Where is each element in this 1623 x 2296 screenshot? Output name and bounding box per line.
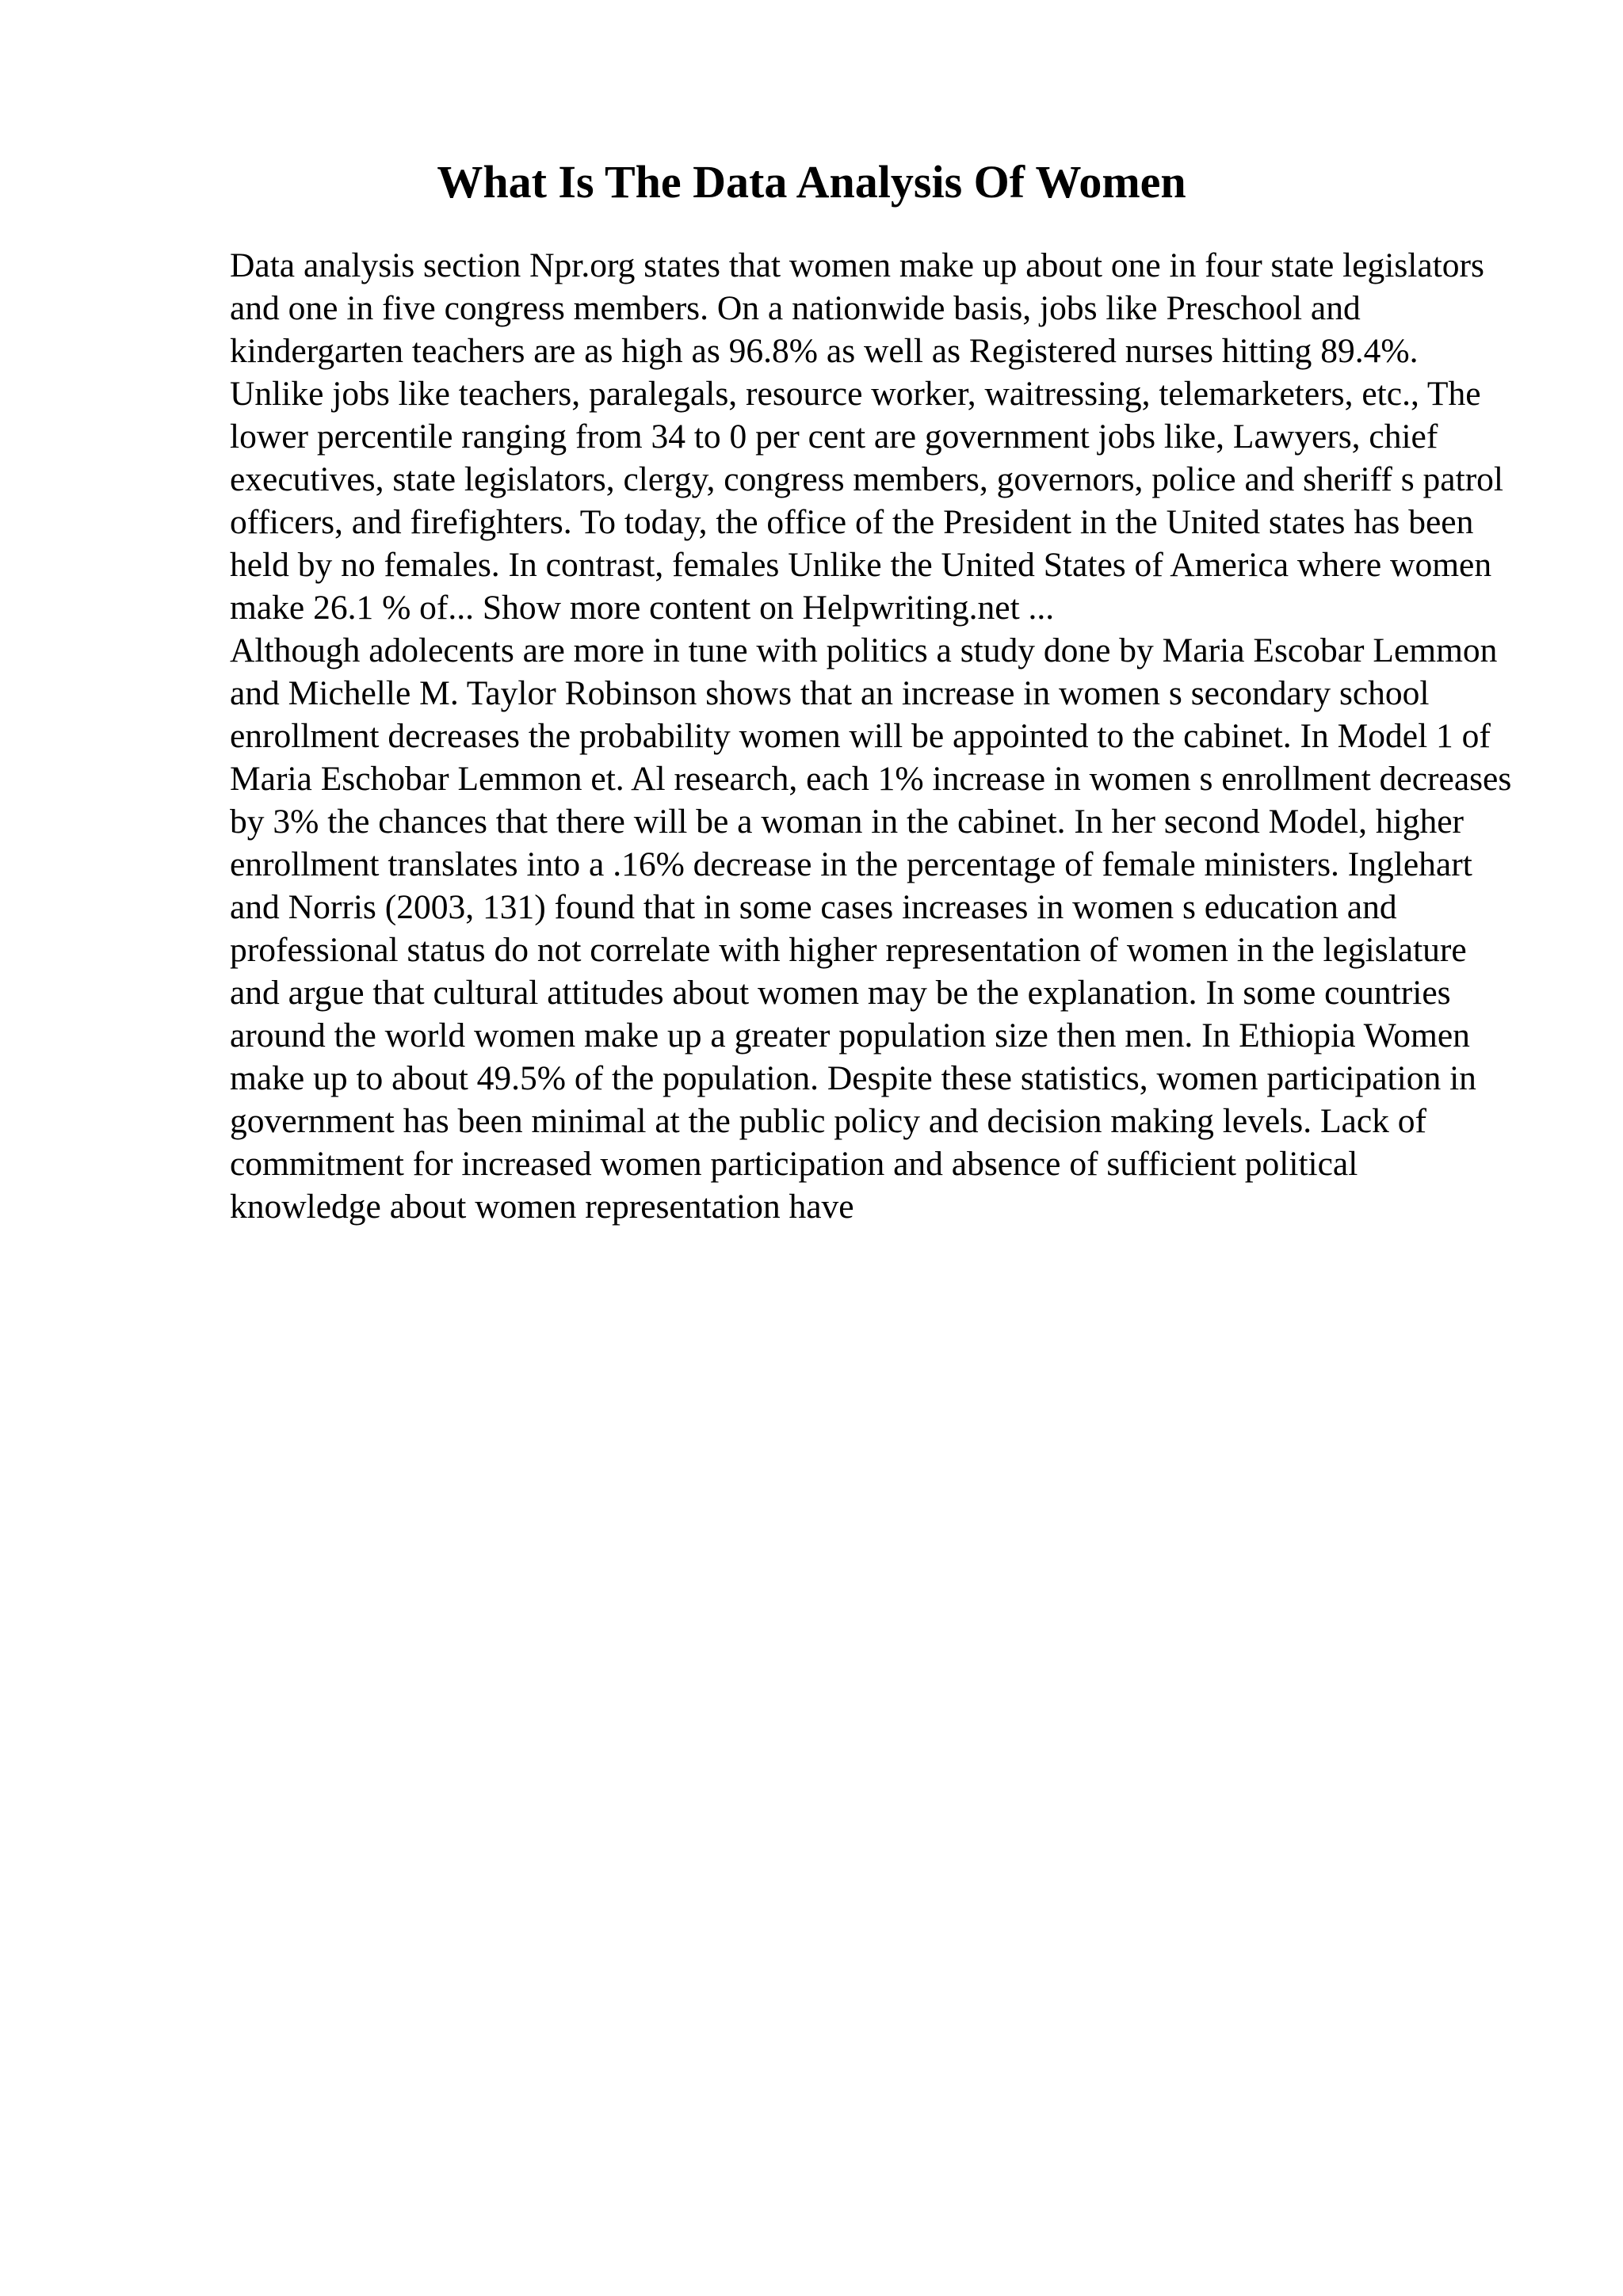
paragraph-2: Although adolecents are more in tune with politics a study done by Maria Escobar Lemmon and Michelle M. Taylor Robinson shows that an increase in women s secondary school enrollment decreases the probability women will be appointed to the cabinet. In Model 1 of Maria Eschobar Lemmon et. Al research, each 1% increase in women s enrollment decreases by 3% the chances that there will be a woman in the cabinet. In her second Model, higher enrollment translates into a .16% decrease in the percentage of female ministers. Inglehart and Norris (2003, 131) found that in some cases increases in women s education and professional status do not correlate with higher representation of women in the legislature and argue that cultural attitudes about women may be the explanation. In some countries around the world women make up a greater population size then men. In Ethiopia Women make up to about 49.5% of the population. Despite these statistics, women participation in government has been minimal at the public policy and decision making levels. Lack of commitment for increased women participation and absence of sufficient political knowledge about women representation have: [230, 631, 1512, 1226]
page-title: What Is The Data Analysis Of Women: [437, 156, 1186, 208]
body-text: [230, 244, 1514, 1228]
paragraph-1: Data analysis section Npr.org states that women make up about one in four state legislators and one in five congress members. On a nationwide basis, jobs like Preschool and kindergarten teachers are as high as 96.8% as well as Registered nurses hitting 89.4%. Unlike jobs like teachers, paralegals, resource worker, waitressing, telemarketers, etc., The lower percentile ranging from 34 to 0 per cent are government jobs like, Lawyers, chief executives, state legislators, clergy, congress members, governors, police and sheriff s patrol officers, and firefighters. To today, the office of the President in the United states has been held by no females. In contrast, females Unlike the United States of America where women make 26.1 % of... Show more content on Helpwriting.net ...: [230, 246, 1504, 627]
